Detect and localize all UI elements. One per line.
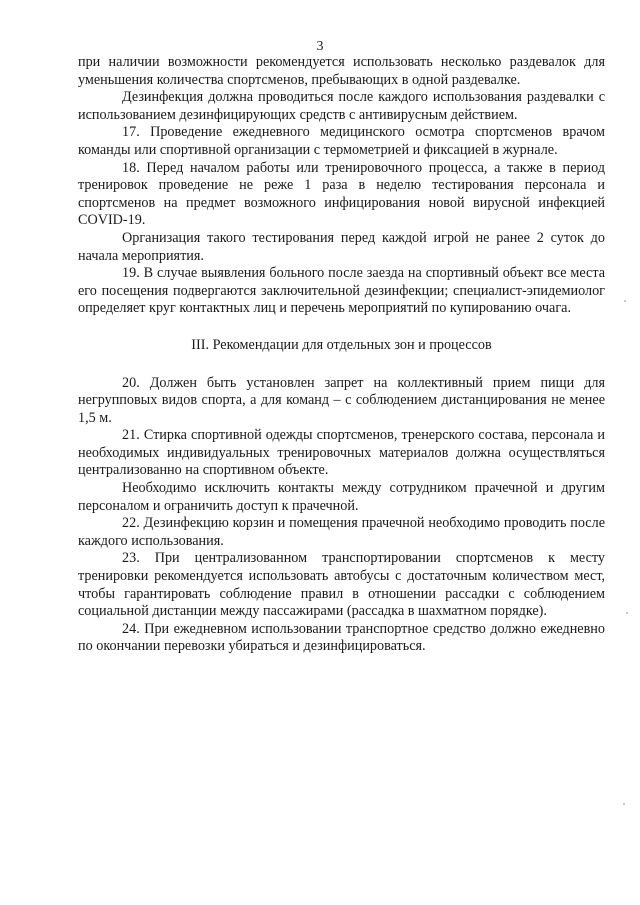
paragraph: 17. Проведение ежедневного медицинского осмотра спортсменов врачом команды или спортивной организации с термометрией и фиксацией в журнале. xyxy=(78,124,605,158)
page-number: 3 xyxy=(316,39,324,54)
paragraph: 22. Дезинфекцию корзин и помещения прачечной необходимо проводить после каждого использования. xyxy=(78,515,605,549)
document-body xyxy=(78,54,605,656)
paragraph: Дезинфекция должна проводиться после каждого использования раздевалки с использованием дезинфицирующих средств с антивирусным действием. xyxy=(78,89,605,123)
paragraph: Необходимо исключить контакты между сотрудником прачечной и другим персоналом и ограничить доступ к прачечной. xyxy=(78,480,605,514)
scan-speck xyxy=(624,300,626,302)
scan-speck xyxy=(623,803,625,805)
paragraph: 24. При ежедневном использовании транспортное средство должно ежедневно по окончании перевозки убираться и дезинфицироваться. xyxy=(78,620,605,655)
paragraph: при наличии возможности рекомендуется использовать несколько раздевалок для уменьшения количества спортсменов, пребывающих в одной раздевалке. xyxy=(78,54,605,88)
paragraph: Организация такого тестирования перед каждой игрой не ранее 2 суток до начала мероприятия. xyxy=(78,229,605,264)
paragraph: 23. При централизованном транспортировании спортсменов к месту тренировки рекомендуется использовать автобусы с достаточным количеством мест, чтобы гарантировать соблюдение правил в отношении рассадки с соблюдением социальной дистанции между пассажирами (рассадка в шахматном порядке). xyxy=(78,550,605,620)
paragraph: 19. В случае выявления больного после заезда на спортивный объект все места его посещения подвергаются заключительной дезинфекции; специалист-эпидемиолог определяет круг контактных лиц и перечень мероприятий по купированию очага. xyxy=(78,265,605,317)
paragraph: 20. Должен быть установлен запрет на коллективный прием пищи для негрупповых видов спорта, а для команд – с соблюдением дистанцирования не менее 1,5 м. xyxy=(78,374,605,426)
paragraph: 18. Перед началом работы или тренировочного процесса, а также в период тренировок проведение не реже 1 раза в неделю тестирования персонала и спортсменов на предмет возможного инфицирования новой вирусной инфекцией COVID-19. xyxy=(78,159,605,229)
section-heading: III. Рекомендации для отдельных зон и процессов xyxy=(191,336,492,353)
section-2-continuation xyxy=(78,54,605,318)
section-3-body xyxy=(78,375,605,657)
scan-speck xyxy=(626,612,628,614)
paragraph: 21. Стирка спортивной одежды спортсменов, тренерского состава, персонала и необходимых индивидуальных тренировочных материалов должна осуществляться централизованно на спортивном объекте. xyxy=(78,427,605,479)
